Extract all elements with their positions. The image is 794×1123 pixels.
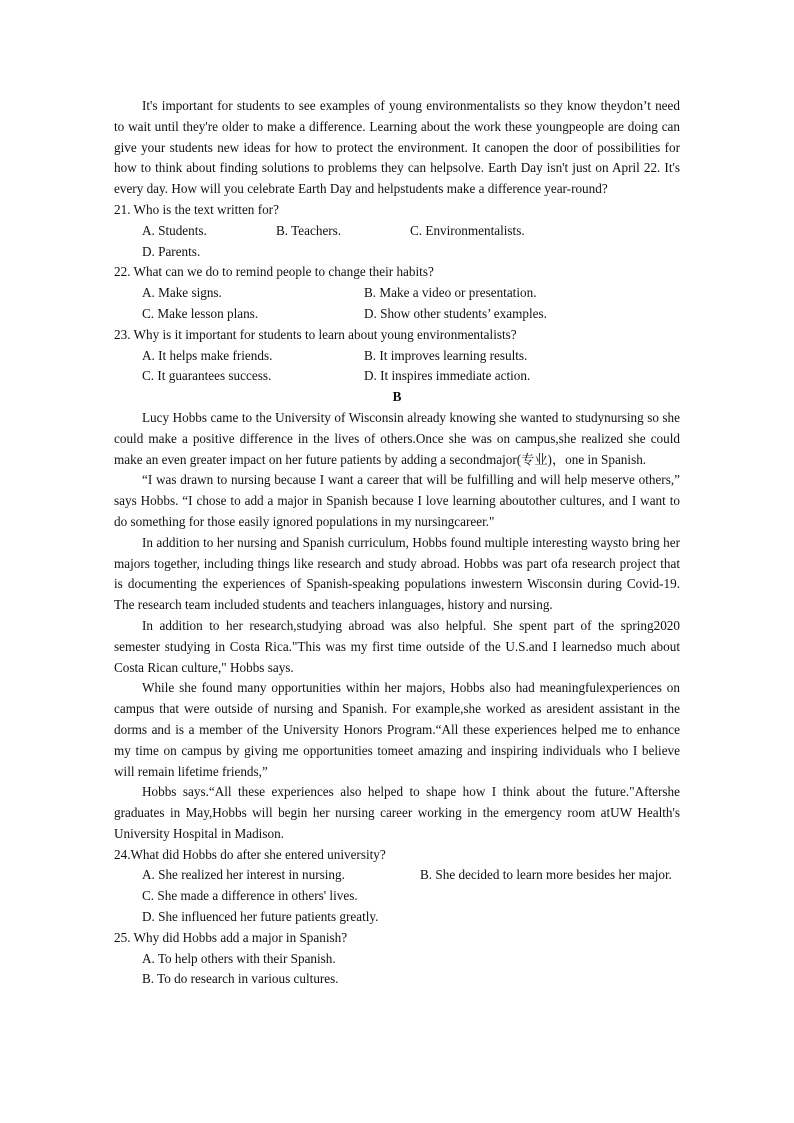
q21-option-a[interactable]: A. Students. xyxy=(142,222,207,238)
passage-b-paragraph-5: While she found many opportunities within her majors, Hobbs also had meaningfulexperiences on campus that were outside of nursing and Spanish. For example,she worked as aresident assistant in the dorms and is a member of the University Honors Program.“All these experiences helped me to enhance my time on campus by giving me opportunities tomeet amazing and inspiring individuals who I believe will remain lifetime friends,” xyxy=(114,680,680,779)
passage-b-paragraph-2: “I was drawn to nursing because I want a career that will be fulfilling and will help meserve others,” says Hobbs. “I chose to add a major in Spanish because I love learning aboutother cultures, and I want to do something for those easily ignored populations in my nursingcareer." xyxy=(114,472,680,529)
question-23-options xyxy=(114,346,680,388)
passage-b-paragraph-3: In addition to her nursing and Spanish curriculum, Hobbs found multiple interesting waysto bring her majors together, including things like research and study abroad. Hobbs was part ofa research project that is documenting the experiences of Spanish-speaking populations inwestern Wisconsin during Covid-19. The research team included students and teachers inlanguages, history and nursing. xyxy=(114,534,680,613)
q24-option-a[interactable]: A. She realized her interest in nursing. xyxy=(142,867,345,883)
passage-b-paragraph-1: Lucy Hobbs came to the University of Wisconsin already knowing she wanted to studynursing so she could make a positive difference in the lives of others.Once she was on campus,she realized she could make an even greater impact on her future patients by adding a secondmajor(专业)，one in Spanish. xyxy=(114,409,680,467)
q25-option-b[interactable]: B. To do research in various cultures. xyxy=(142,971,339,987)
q21-option-d[interactable]: D. Parents. xyxy=(142,243,201,259)
q24-option-c[interactable]: C. She made a difference in others' lives. xyxy=(142,888,358,904)
q22-option-a[interactable]: A. Make signs. xyxy=(142,285,222,301)
q22-option-b[interactable]: B. Make a video or presentation. xyxy=(364,285,537,301)
passage-a-paragraph: It's important for students to see examples of young environmentalists so they know theydon’t need to wait until they're older to make a difference. Learning about the work these youngpeople are doing can give your students new ideas for how to protect the environment. It canopen the door of possibilities for how to think about finding solutions to problems they can helpsolve. Earth Day isn't just on April 22. It's every day. How will you celebrate Earth Day and helpstudents make a difference year-round? xyxy=(114,98,680,197)
q22-option-c[interactable]: C. Make lesson plans. xyxy=(142,305,259,321)
q25-option-a[interactable]: A. To help others with their Spanish. xyxy=(142,950,336,966)
q23-option-c[interactable]: C. It guarantees success. xyxy=(142,368,272,384)
passage-b-paragraph-4: In addition to her research,studying abroad was also helpful. She spent part of the spring2020 semester studying in Costa Rica."This was my first time outside of the U.S.and I learnedso much about Costa Rican culture," Hobbs says. xyxy=(114,617,680,675)
q23-option-d[interactable]: D. It inspires immediate action. xyxy=(364,368,531,384)
q23-option-a[interactable]: A. It helps make friends. xyxy=(142,347,273,363)
question-22-stem: 22. What can we do to remind people to change their habits? xyxy=(114,264,434,280)
question-25-options xyxy=(114,949,680,991)
question-24-options-row-1 xyxy=(114,865,680,886)
question-25-stem: 25. Why did Hobbs add a major in Spanish? xyxy=(114,929,348,945)
question-21-stem: 21. Who is the text written for? xyxy=(114,201,279,217)
q24-option-d[interactable]: D. She influenced her future patients greatly. xyxy=(142,909,379,925)
question-22-options xyxy=(114,283,680,325)
q24-option-b[interactable]: B. She decided to learn more besides her major. xyxy=(420,867,672,883)
question-24-stem: 24.What did Hobbs do after she entered university? xyxy=(114,846,386,862)
question-24-options-row-2 xyxy=(114,886,680,928)
exam-page xyxy=(114,96,680,990)
question-21-options xyxy=(114,221,680,263)
q21-option-b[interactable]: B. Teachers. xyxy=(276,222,342,238)
question-23-stem: 23. Why is it important for students to learn about young environmentalists? xyxy=(114,326,517,342)
passage-b-paragraph-6: Hobbs says.“All these experiences also helped to shape how I think about the future."Aftershe graduates in May,Hobbs will begin her nursing career working in the emergency room atUW Health's University Hospital in Madison. xyxy=(114,784,680,841)
q21-option-c[interactable]: C. Environmentalists. xyxy=(410,222,525,238)
q22-option-d[interactable]: D. Show other students’ examples. xyxy=(364,305,547,321)
section-b-heading: B xyxy=(392,389,402,405)
q23-option-b[interactable]: B. It improves learning results. xyxy=(364,347,528,363)
